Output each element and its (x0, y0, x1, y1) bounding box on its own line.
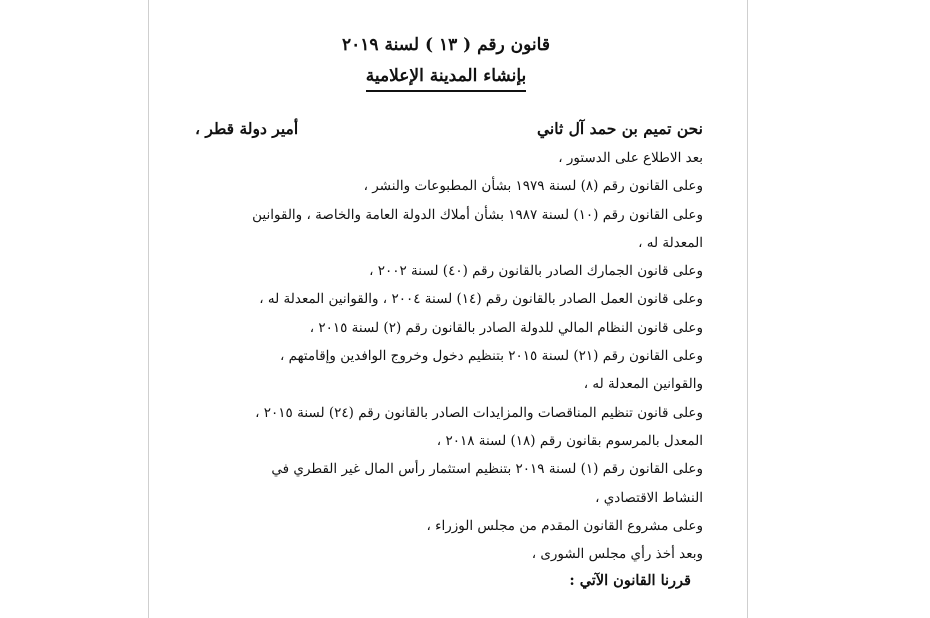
preamble (189, 144, 703, 594)
document-page (148, 0, 748, 618)
law-subtitle-wrap (189, 64, 703, 92)
preamble-line: وعلى القانون رقم (١) لسنة ٢٠١٩ بتنظيم استثمار رأس المال غير القطري في (271, 461, 703, 478)
preamble-line: وعلى القانون رقم (٨) لسنة ١٩٧٩ بشأن المطبوعات والنشر ، (363, 178, 703, 195)
preamble-line: وعلى القانون رقم (٢١) لسنة ٢٠١٥ بتنظيم دخول وخروج الوافدين وإقامتهم ، (279, 348, 703, 365)
preamble-line: وبعد أخذ رأي مجلس الشورى ، (531, 546, 703, 563)
preamble-line: وعلى مشروع القانون المقدم من مجلس الوزراء ، (426, 517, 703, 534)
preamble-line: النشاط الاقتصادي ، (595, 489, 703, 506)
preamble-line: بعد الاطلاع على الدستور ، (558, 150, 703, 166)
law-subtitle: بإنشاء المدينة الإعلامية (366, 64, 527, 92)
preamble-line: وعلى القانون رقم (١٠) لسنة ١٩٨٧ بشأن أملاك الدولة العامة والخاصة ، والقوانين (252, 206, 703, 223)
document-content (189, 32, 703, 594)
preamble-line: المعدل بالمرسوم بقانون رقم (١٨) لسنة ٢٠١٨ ، (436, 432, 703, 449)
issuer-title: أمير دولة قطر ، (195, 119, 299, 138)
issuer-name: نحن تميم بن حمد آل ثاني (537, 119, 703, 138)
preamble-line: المعدلة له ، (638, 234, 703, 251)
preamble-line: وعلى قانون النظام المالي للدولة الصادر بالقانون رقم (٢) لسنة ٢٠١٥ ، (309, 319, 703, 336)
law-title: قانون رقم ( ١٣ ) لسنة ٢٠١٩ (342, 35, 550, 55)
preamble-line: وعلى قانون تنظيم المناقصات والمزايدات الصادر بالقانون رقم (٢٤) لسنة ٢٠١٥ ، (255, 404, 703, 421)
preamble-line: وعلى قانون الجمارك الصادر بالقانون رقم (٤٠) لسنة ٢٠٠٢ ، (369, 263, 703, 280)
issuer-line (189, 116, 703, 142)
preamble-line: وعلى قانون العمل الصادر بالقانون رقم (١٤) لسنة ٢٠٠٤ ، والقوانين المعدلة له ، (259, 291, 703, 308)
preamble-line: والقوانين المعدلة له ، (583, 376, 703, 393)
resolution-line: قررنا القانون الآتي : (569, 572, 691, 590)
